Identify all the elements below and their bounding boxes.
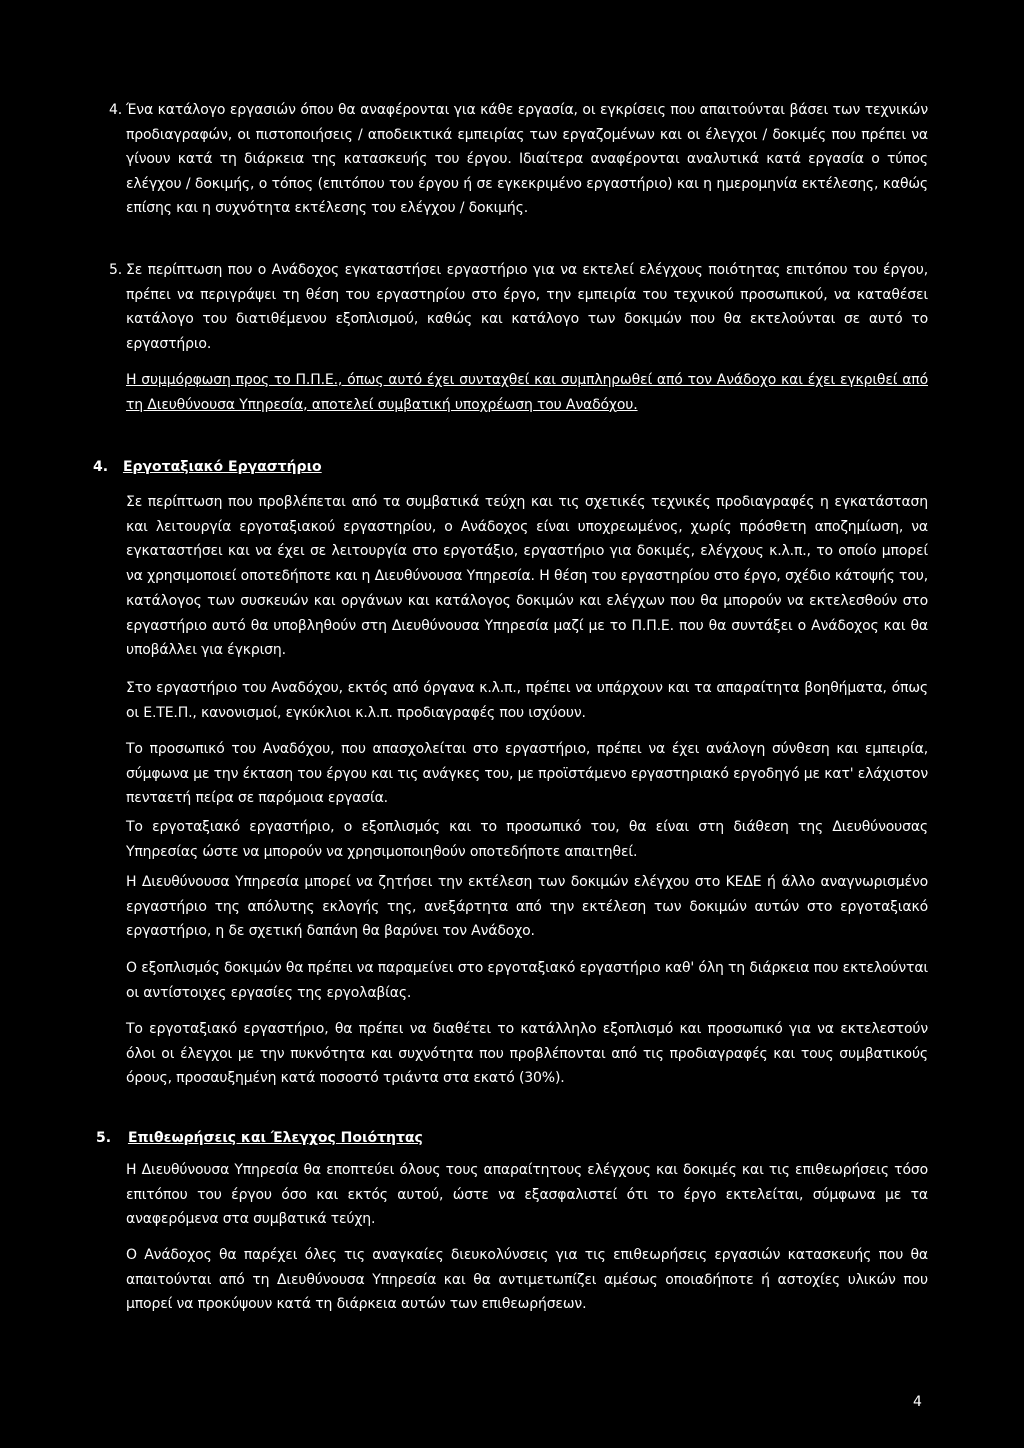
compliance-note-text: Η συμμόρφωση προς το Π.Π.Ε., όπως αυτό έχει συνταχθεί και συμπληρωθεί από τον Ανάδοχο και έχει εγκριθεί από τη Διευθύνουσα Υπηρεσία, αποτελεί συμβατική υποχρέωση του Αναδόχου. [126, 372, 928, 413]
paragraph-text: Το προσωπικό του Αναδόχου, που απασχολείται στο εργαστήριο, πρέπει να έχει ανάλογη σύνθεση και εμπειρία, σύμφωνα με την έκταση του έργου και τις ανάγκες του, με προϊστάμενο εργαστηριακό εργοδηγό με κατ' ελάχιστον πενταετή πείρα σε παρόμοια εργασία. [126, 741, 928, 807]
section5-paragraph-2 [126, 1243, 928, 1317]
section-number: 5. [96, 1130, 112, 1146]
section-heading-4 [93, 455, 322, 479]
paragraph-text: Ο Ανάδοχος θα παρέχει όλες τις αναγκαίες διευκολύνσεις για τις επιθεωρήσεις εργασιών κατασκευής που θα απαιτούνται από τη Διευθύνουσα Υπηρεσία και θα αντιμετωπίζει αμέσως οποιαδήποτε ή αστοχίες υλικών που μπορεί να προκύψουν κατά τη διάρκεια αυτών των επιθεωρήσεων. [126, 1247, 928, 1313]
section-title: Επιθεωρήσεις και Έλεγχος Ποιότητας [127, 1130, 423, 1146]
paragraph-text: Η Διευθύνουσα Υπηρεσία θα εποπτεύει όλους τους απαραίτητους ελέγχους και δοκιμές και τις επιθεωρήσεις τόσο επιτόπου του έργου όσο και εκτός αυτού, ώστε να εξασφαλιστεί ότι το έργο εκτελείται, σύμφωνα με τα αναφερόμενα στα συμβατικά τεύχη. [126, 1162, 928, 1228]
section4-paragraph-2 [126, 676, 928, 725]
section4-paragraph-1 [126, 490, 928, 663]
list-item-4 [109, 98, 928, 221]
section-number: 4. [93, 459, 109, 475]
paragraph-text: Το εργοταξιακό εργαστήριο, θα πρέπει να διαθέτει το κατάλληλο εξοπλισμό και προσωπικό για να εκτελεστούν όλοι οι έλεγχοι με την πυκνότητα και συχνότητα που προβλέπονται από τις προδιαγραφές και τους συμβατικούς όρους, προσαυξημένη κατά ποσοστό τριάντα στα εκατό (30%). [126, 1021, 928, 1087]
paragraph-text: Στο εργαστήριο του Αναδόχου, εκτός από όργανα κ.λ.π., πρέπει να υπάρχουν και τα απαραίτητα βοηθήματα, όπως οι Ε.ΤΕ.Π., κανονισμοί, εγκύκλιοι κ.λ.π. προδιαγραφές που ισχύουν. [126, 680, 928, 721]
list-item-text: Ένα κατάλογο εργασιών όπου θα αναφέρονται για κάθε εργασία, οι εγκρίσεις που απαιτούνται βάσει των τεχνικών προδιαγραφών, οι πιστοποιήσεις / αποδεικτικά εμπειρίας των εργαζομένων και οι έλεγχοι / δοκιμές που πρέπει να γίνουν κατά τη διάρκεια της κατασκευής του έργου. Ιδιαίτερα αναφέρονται αναλυτικά κατά εργασία ο τύπος ελέγχου / δοκιμής, ο τόπος (επιτόπου του έργου ή σε εγκεκριμένο εργαστήριο) και η ημερομηνία εκτέλεσης, καθώς επίσης και η συχνότητα εκτέλεσης του ελέγχου / δοκιμής. [126, 102, 928, 216]
section4-paragraph-7 [126, 1017, 928, 1091]
section4-paragraph-5 [126, 870, 928, 944]
compliance-note [126, 368, 928, 417]
paragraph-text: Σε περίπτωση που προβλέπεται από τα συμβατικά τεύχη και τις σχετικές τεχνικές προδιαγραφές η εγκατάσταση και λειτουργία εργοταξιακού εργαστηρίου, ο Ανάδοχος είναι υποχρεωμένος, χωρίς πρόσθετη αποζημίωση, να εγκαταστήσει και να έχει σε λειτουργία στο εργοτάξιο, εργαστήριο για δοκιμές, ελέγχους κ.λ.π., το οποίο μπορεί να χρησιμοποιεί οποτεδήποτε και η Διευθύνουσα Υπηρεσία. Η θέση του εργαστηρίου στο έργο, σχέδιο κάτοψής του, κατάλογος των συσκευών και οργάνων και κατάλογος δοκιμών και ελέγχων που θα μπορούν να εκτελεσθούν στο εργαστήριο αυτό θα υποβληθούν στη Διευθύνουσα Υπηρεσία μαζί με το Π.Π.Ε. που θα συντάξει ο Ανάδοχος και θα υποβάλλει για έγκριση. [126, 494, 928, 659]
paragraph-text: Το εργοταξιακό εργαστήριο, ο εξοπλισμός και το προσωπικό του, θα είναι στη διάθεση της Διευθύνουσας Υπηρεσίας ώστε να μπορούν να χρησιμοποιηθούν οποτεδήποτε απαιτηθεί. [126, 819, 928, 860]
section5-paragraph-1 [126, 1158, 928, 1232]
list-item-5 [109, 258, 928, 356]
paragraph-text: Ο εξοπλισμός δοκιμών θα πρέπει να παραμείνει στο εργοταξιακό εργαστήριο καθ' όλη τη διάρκεια που εκτελούνται οι αντίστοιχες εργασίες της εργολαβίας. [126, 960, 928, 1001]
paragraph-text: Η Διευθύνουσα Υπηρεσία μπορεί να ζητήσει την εκτέλεση των δοκιμών ελέγχου στο ΚΕΔΕ ή άλλο αναγνωρισμένο εργαστήριο της απόλυτης εκλογής της, ανεξάρτητα από την εκτέλεση των δοκιμών αυτών στο εργοταξιακό εργαστήριο, η δε σχετική δαπάνη θα βαρύνει τον Ανάδοχο. [126, 874, 928, 940]
list-item-text: Σε περίπτωση που ο Ανάδοχος εγκαταστήσει εργαστήριο για να εκτελεί ελέγχους ποιότητας επιτόπου του έργου, πρέπει να περιγράψει τη θέση του εργαστηρίου στο έργο, την εμπειρία του τεχνικού προσωπικού, να καταθέσει κατάλογο του διατιθέμενου εξοπλισμού, καθώς και κατάλογο των δοκιμών που θα εκτελούνται σε αυτό το εργαστήριο. [126, 262, 928, 352]
section-title: Εργοταξιακό Εργαστήριο [122, 459, 322, 475]
section-heading-5 [96, 1126, 423, 1150]
section4-paragraph-3 [126, 737, 928, 811]
section4-paragraph-4 [126, 815, 928, 864]
list-item-number: 4. [109, 102, 123, 118]
section4-paragraph-6 [126, 956, 928, 1005]
page-number: 4 [913, 1394, 922, 1410]
list-item-number: 5. [109, 262, 123, 278]
